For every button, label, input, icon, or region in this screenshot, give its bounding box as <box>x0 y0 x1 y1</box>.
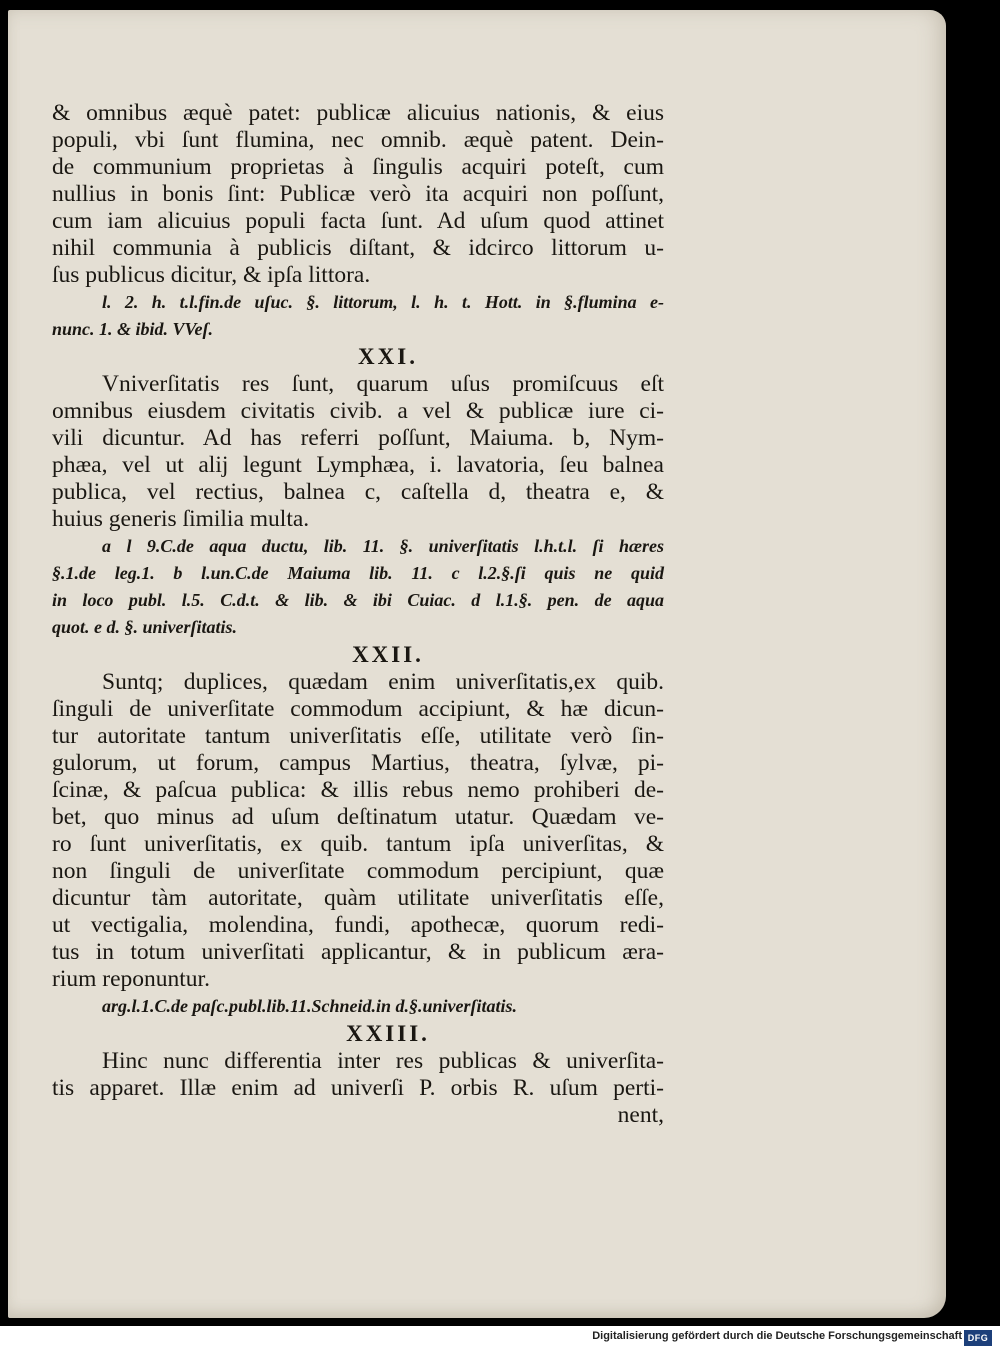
note-line: §.1.de leg.1. b l.un.C.de Maiuma lib. 11. c l.2.§.ſi quis ne quid <box>52 563 664 583</box>
book-page <box>8 10 946 1318</box>
text-line: ſus publicus dicitur, & ipſa littora. <box>52 262 371 288</box>
text-line: omnibus eiusdem civitatis civib. a vel & publicæ iure ci- <box>52 398 664 424</box>
text-line: rium reponuntur. <box>52 966 210 992</box>
text-line: cum iam alicuius populi facta ſunt. Ad uſum quod attinet <box>52 208 664 234</box>
section-heading: XXI. <box>358 344 418 369</box>
text-line: nullius in bonis ſint: Publicæ verò ita acquiri non poſſunt, <box>52 181 664 207</box>
reference-line: l. 2. h. t.l.fin.de uſuc. §. littorum, l. h. t. Hott. in §.flumina e- <box>102 292 664 312</box>
text-line: & omnibus æquè patet: publicæ alicuius nationis, & eius <box>52 100 664 126</box>
funding-credit: Digitalisierung gefördert durch die Deutsche Forschungsgemeinschaft <box>592 1330 962 1342</box>
text-line: Suntq; duplices, quædam enim univerſitatis,ex quib. <box>102 669 664 695</box>
dfg-logo-icon: DFG <box>964 1330 992 1346</box>
text-line: tus in totum univerſitati applicantur, & in publicum æra- <box>52 939 664 965</box>
text-line: vili dicuntur. Ad has referri poſſunt, Maiuma. b, Nym- <box>52 425 664 451</box>
text-line: nihil communia à publicis diſtant, & idcirco littorum u- <box>52 235 664 261</box>
section-heading: XXIII. <box>346 1021 430 1046</box>
text-line: dicuntur tàm autoritate, quàm utilitate univerſitatis eſſe, <box>52 885 664 911</box>
text-line: ro ſunt univerſitatis, ex quib. tantum ipſa univerſitas, & <box>52 831 664 857</box>
note-line: quot. e d. §. univerſitatis. <box>52 617 238 637</box>
text-line: phæa, vel ut alij legunt Lymphæa, i. lavatoria, ſeu balnea <box>52 452 664 478</box>
note-line: a l 9.C.de aqua ductu, lib. 11. §. univerſitatis l.h.t.l. ſi hæres <box>102 536 664 556</box>
text-line: huius generis ſimilia multa. <box>52 506 310 532</box>
section-heading: XXII. <box>352 642 424 667</box>
note-line: in loco publ. l.5. C.d.t. & lib. & ibi Cuiac. d l.1.§. pen. de aqua <box>52 590 664 610</box>
text-line: ut vectigalia, molendina, fundi, apothecæ, quorum redi- <box>52 912 664 938</box>
text-line: ſinguli de univerſitate commodum accipiunt, & hæ dicun- <box>52 696 664 722</box>
page-text <box>52 100 664 1129</box>
text-line: populi, vbi ſunt flumina, nec omnib. æquè patent. Dein- <box>52 127 664 153</box>
text-line: non ſinguli de univerſitate commodum percipiunt, quæ <box>52 858 664 884</box>
text-line: Vniverſitatis res ſunt, quarum uſus promiſcuus eſt <box>102 371 664 397</box>
catchword: nent, <box>617 1102 664 1128</box>
reference-line: nunc. 1. & ibid. VVeſ. <box>52 319 214 339</box>
text-line: Hinc nunc differentia inter res publicas & univerſita- <box>102 1048 664 1074</box>
text-line: gulorum, ut forum, campus Martius, theatra, ſylvæ, pi- <box>52 750 664 776</box>
text-line: bet, quo minus ad uſum deſtinatum utatur. Quædam ve- <box>52 804 664 830</box>
reference-line: arg.l.1.C.de paſc.publ.lib.11.Schneid.in d.§.univerſitatis. <box>102 996 518 1016</box>
text-line: ſcinæ, & paſcua publica: & illis rebus nemo prohiberi de- <box>52 777 664 803</box>
text-line: de communium proprietas à ſingulis acquiri poteſt, cum <box>52 154 664 180</box>
footer-bar <box>0 1326 1000 1349</box>
text-line: tur autoritate tantum univerſitatis eſſe, utilitate verò ſin- <box>52 723 664 749</box>
text-line: tis apparet. Illæ enim ad univerſi P. orbis R. uſum perti- <box>52 1075 664 1101</box>
text-line: publica, vel rectius, balnea c, caſtella d, theatra e, & <box>52 479 664 505</box>
